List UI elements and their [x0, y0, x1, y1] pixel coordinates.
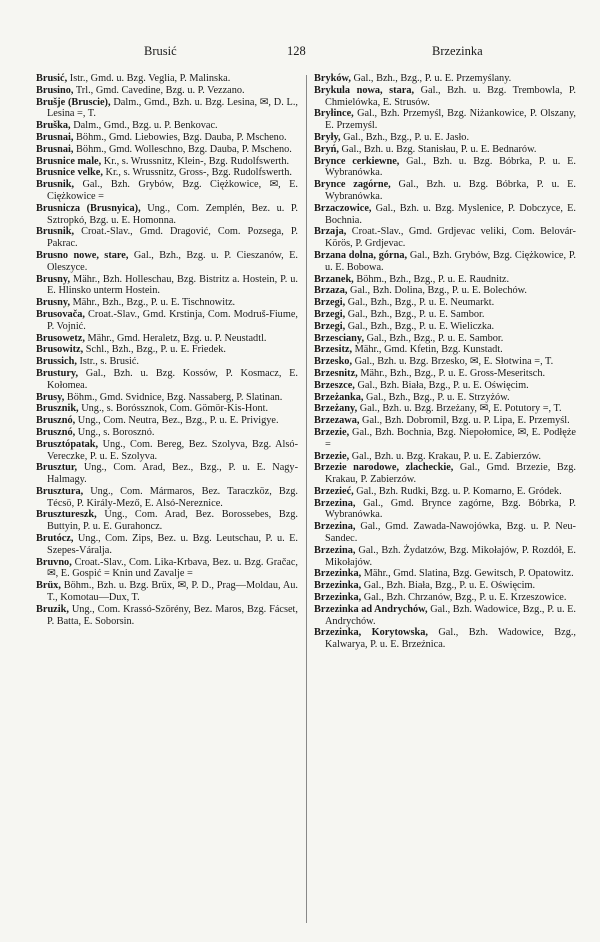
entry-text: Ung., Com. Zemplén, Bez. u. P. Sztropkó, Bzg. u. E. Homonna.	[47, 202, 299, 226]
entry-headword: Brzezinka,	[314, 592, 362, 604]
gazetteer-entry	[36, 132, 298, 144]
gazetteer-entry	[36, 344, 298, 356]
entry-text: Kr., s. Wrussnitz, Klein-, Bzg. Rudolfswerth.	[101, 155, 290, 167]
entry-text: Gal., Gmd. Zawada-Nawojówka, Bzg. u. P. Neu-Sandec.	[325, 521, 576, 545]
entry-text: Gal., Bzh., Bzg., P. u. E. Neumarkt.	[345, 297, 495, 309]
entry-text: Gal., Bzh. Przemyśl, Bzg. Niżankowice, P. Olszany, E. Przemyśl.	[325, 108, 576, 132]
entry-headword: Brusnice male,	[36, 155, 102, 167]
gazetteer-entry	[36, 392, 298, 404]
gazetteer-entry	[314, 368, 576, 380]
entry-headword: Brzezinka ad Andrychów,	[314, 603, 428, 615]
entry-text: Böhm., Gmd. Wolleschno, Bzg. Dauba, P. Mscheno.	[73, 143, 292, 155]
entry-text: Gal., Bzh. u. Bzg. Kossów, P. Kosmacz, E. Kołomea.	[47, 367, 298, 391]
entry-headword: Brusnice velke,	[36, 167, 103, 179]
entry-headword: Brusno nowe, stare,	[36, 249, 129, 261]
gazetteer-entry	[36, 557, 298, 581]
entry-headword: Brynce cerkiewne,	[314, 155, 400, 167]
running-head-left: Brusić	[144, 44, 177, 58]
entry-text: Ung., Com. Arad, Bez., Bzg., P. u. E. Nagy-Halmagy.	[47, 462, 298, 486]
gazetteer-entry	[36, 203, 298, 227]
gazetteer-entry	[36, 144, 298, 156]
gazetteer-entry	[314, 580, 576, 592]
entry-text: Gal., Bzh. u. Bzg. Trembowla, P. Chmielówka, E. Strusów.	[325, 84, 577, 108]
entry-text: Gal., Bzh. u. Bzg. Brzeżany, ✉, E. Potutory =, T.	[357, 403, 562, 415]
entry-headword: Brzezina,	[314, 497, 356, 509]
entry-headword: Brusnai,	[36, 131, 74, 143]
gazetteer-entry	[314, 486, 576, 498]
entry-headword: Brzezie,	[314, 426, 350, 438]
entry-headword: Brzeszce,	[314, 379, 355, 391]
gazetteer-entry	[36, 85, 298, 97]
gazetteer-entry	[314, 108, 576, 132]
gazetteer-entry	[314, 203, 576, 227]
entry-text: Böhm., Bzh. u. Bzg. Brüx, ✉, P. D., Prag—Moldau, Au. T., Komotau—Dux, T.	[47, 580, 298, 604]
entry-text: Ung., Com. Zips, Bez. u. Bzg. Leutschau, P. u. E. Szepes-Váralja.	[47, 533, 298, 556]
entry-text: Dalm., Gmd., Bzh. u. Bzg. Lesina, ✉, D. L., Lesina =, T.	[47, 96, 298, 120]
left-column	[36, 73, 298, 627]
entry-text: Ung., Com. Mármaros, Bez. Taraczköz, Bzg. Técsö, P. Király-Mező, E. Alsó-Nereznice.	[47, 485, 298, 509]
entry-text: Ung., s. Borosznó.	[75, 426, 155, 438]
gazetteer-entry	[36, 356, 298, 368]
entry-text: Gal., Bzh. Wadowice, Bzg., P. u. E. Andrychów.	[325, 603, 577, 627]
entry-headword: Brusy,	[36, 391, 65, 403]
gazetteer-entry	[36, 462, 298, 486]
entry-headword: Brustury,	[36, 367, 79, 379]
gazetteer-entry	[36, 250, 298, 274]
gazetteer-entry	[36, 604, 298, 628]
entry-text: Croat.-Slav., Gmd. Grdjevac veliki, Com. Belovár-Körös, P. Grdjevac.	[325, 226, 576, 250]
page-number: 128	[287, 44, 306, 58]
gazetteer-entry	[314, 604, 576, 628]
gazetteer-entry	[36, 167, 298, 179]
entry-text: Croat.-Slav., Com. Lika-Krbava, Bez. u. Bzg. Gračac, ✉, E. Gospić = Knin und Zavalje =	[47, 556, 298, 580]
entry-headword: Brzezawa,	[314, 415, 360, 427]
entry-headword: Brzezinka,	[314, 568, 362, 580]
gazetteer-entry	[36, 439, 298, 463]
entry-text: Dalm., Gmd., Bzg. u. P. Benkovac.	[70, 120, 218, 132]
entry-headword: Brusztura,	[36, 485, 84, 497]
entry-text: Gal., Bzh. Chrzanów, Bzg., P. u. E. Krzeszowice.	[361, 592, 567, 604]
entry-headword: Brzezieć,	[314, 485, 354, 497]
entry-headword: Brzezinka,	[314, 580, 362, 592]
entry-text: Croat.-Slav., Gmd. Krstinja, Com. Modruš-Fiume, P. Vojnić.	[47, 308, 298, 332]
entry-text: Croat.-Slav., Gmd. Dragović, Com. Pozsega, P. Pakrac.	[47, 226, 298, 250]
gazetteer-entry	[314, 462, 576, 486]
entry-headword: Brynce zagórne,	[314, 179, 391, 191]
entry-headword: Brusnai,	[36, 143, 74, 155]
entry-headword: Bryłince,	[314, 108, 354, 120]
gazetteer-entry	[36, 274, 298, 298]
gazetteer-entry	[314, 521, 576, 545]
entry-headword: Brusnik,	[36, 226, 75, 238]
entry-headword: Bryków,	[314, 73, 351, 84]
entry-text: Gal., Bzh. Biała, Bzg., P. u. E. Oświęcim.	[354, 379, 529, 391]
entry-text: Gal., Bzh., Bzg., P. u. E. Przemyślany.	[350, 73, 512, 84]
gazetteer-entry	[36, 156, 298, 168]
entry-text: Böhm., Gmd. Svidnice, Bzg. Nassaberg, P. Slatinan.	[64, 391, 283, 403]
entry-headword: Brzana dolna, górna,	[314, 249, 408, 261]
gazetteer-entry	[36, 297, 298, 309]
entry-text: Ung., Com. Bereg, Bez. Szolyva, Bzg. Alsó-Vereczke, P. u. E. Szolyva.	[47, 438, 298, 462]
entry-headword: Brusznó,	[36, 415, 76, 427]
entry-text: Gal., Bzh., Bzg., P. u. E. Sambor.	[345, 308, 485, 320]
entry-text: Mähr., Gmd. Slatina, Bzg. Gewitsch, P. Opatowitz.	[361, 568, 574, 580]
gazetteer-entry	[36, 403, 298, 415]
entry-text: Ung., Com. Arad, Bez. Borossebes, Bzg. Buttyin, P. u. E. Gurahoncz.	[47, 509, 298, 533]
gazetteer-entry	[314, 498, 576, 522]
gazetteer-entry	[314, 451, 576, 463]
entry-headword: Brusznik,	[36, 403, 79, 415]
entry-headword: Brzaja,	[314, 226, 347, 238]
entry-headword: Brusino,	[36, 84, 74, 96]
gazetteer-entry	[314, 156, 576, 180]
gazetteer-entry	[36, 509, 298, 533]
entry-text: Gal., Bzh., Bzg., P. u. E. Sambor.	[364, 332, 504, 344]
entry-headword: Brusnicza (Brusnyica),	[36, 202, 141, 214]
entry-headword: Brzegi,	[314, 297, 346, 309]
entry-text: Mähr., Bzh. Holleschau, Bzg. Bistritz a. Hostein, P. u. E. Hlinsko unterm Hostein.	[47, 273, 298, 297]
entry-headword: Brusztureszk,	[36, 509, 97, 521]
gazetteer-entry	[314, 179, 576, 203]
entry-headword: Brzezie narodowe, zlacheckie,	[314, 462, 454, 474]
gazetteer-entry	[314, 380, 576, 392]
entry-text: Gal., Bzh., Bzg. u. P. Cieszanów, E. Oleszyce.	[47, 249, 299, 273]
entry-headword: Brusnik,	[36, 179, 75, 191]
entry-text: Gal., Bzh. u. Bzg. Brzesko, ✉, E. Słotwina =, T.	[352, 356, 554, 368]
gazetteer-entry	[314, 392, 576, 404]
entry-text: Istr., s. Brusić.	[76, 356, 139, 368]
entry-text: Gal., Bzh., Bzg., P. u. E. Wieliczka.	[345, 320, 495, 332]
entry-headword: Brusztópatak,	[36, 438, 99, 450]
gazetteer-entry	[36, 226, 298, 250]
entry-text: Ung., Com. Krassó-Szörény, Bez. Maros, Bzg. Fácset, P. Batta, E. Soborsin.	[47, 603, 298, 627]
entry-headword: Brzesitz,	[314, 344, 353, 356]
entry-headword: Brzegi,	[314, 320, 346, 332]
entry-text: Gal., Bzh. Dobromil, Bzg. u. P. Lipa, E. Przemyśl.	[359, 415, 570, 427]
entry-text: Schl., Bzh., Bzg., P. u. E. Friedek.	[83, 344, 226, 356]
entry-text: Gal., Bzh. Biała, Bzg., P. u. E. Oświęcim.	[361, 580, 536, 592]
gazetteer-entry	[314, 132, 576, 144]
entry-text: Istr., Gmd. u. Bzg. Veglia, P. Malinska.	[67, 73, 231, 84]
entry-headword: Brzeżany,	[314, 403, 358, 415]
gazetteer-entry	[314, 344, 576, 356]
entry-headword: Bryń,	[314, 143, 339, 155]
gazetteer-columns	[36, 73, 576, 933]
gazetteer-entry	[36, 309, 298, 333]
gazetteer-entry	[36, 368, 298, 392]
gazetteer-entry	[314, 627, 576, 651]
entry-text: Mähr., Bzh., Bzg., P. u. E. Gross-Meseritsch.	[357, 367, 546, 379]
entry-headword: Brykula nowa, stara,	[314, 84, 415, 96]
entry-text: Gal., Bzh. Wadowice, Bzg., Kalwarya, P. u. E. Brzeźnica.	[325, 627, 577, 651]
gazetteer-entry	[314, 309, 576, 321]
gazetteer-entry	[36, 533, 298, 557]
entry-text: Gal., Bzh. Dolina, Bzg., P. u. E. Bolechów.	[347, 285, 527, 297]
entry-headword: Brusny,	[36, 297, 71, 309]
entry-text: Böhm., Bzh., Bzg., P. u. E. Raudnitz.	[353, 273, 510, 285]
entry-text: Gal., Bzh. Grybów, Bzg. Ciężkowice, P. u. E. Bobowa.	[325, 249, 576, 273]
gazetteer-entry	[314, 144, 576, 156]
entry-text: Gal., Bzh. Bochnia, Bzg. Niepołomice, ✉, E. Podłęże =	[325, 426, 576, 450]
entry-text: Kr., s. Wrussnitz, Gross-, Bzg. Rudolfswerth.	[102, 167, 292, 179]
gazetteer-entry	[314, 250, 576, 274]
gazetteer-entry	[36, 486, 298, 510]
entry-headword: Brutócz,	[36, 533, 74, 545]
entry-text: Ung., s. Boróssznok, Com. Gömör-Kis-Hont.	[78, 403, 269, 415]
gazetteer-entry	[314, 356, 576, 368]
entry-headword: Bruška,	[36, 120, 71, 132]
entry-text: Gal., Bzh., Bzg., P. u. E. Strzyżów.	[363, 391, 510, 403]
entry-headword: Brusić,	[36, 73, 68, 84]
entry-text: Gal., Gmd. Brzezie, Bzg. Krakau, P. Zabierzów.	[325, 462, 576, 486]
entry-headword: Brüx,	[36, 580, 61, 592]
gazetteer-entry	[36, 580, 298, 604]
entry-headword: Brusznó,	[36, 426, 76, 438]
entry-text: Gal., Bzh. u. Bzg. Stanisłau, P. u. E. Bednarów.	[338, 143, 537, 155]
gazetteer-entry	[314, 333, 576, 345]
entry-headword: Brzeżanka,	[314, 391, 364, 403]
entry-text: Gal., Bzh. Rudki, Bzg. u. P. Komarno, E. Gródek.	[353, 485, 562, 497]
entry-headword: Brušje (Bruscie),	[36, 96, 111, 108]
entry-headword: Brzesnitz,	[314, 367, 358, 379]
entry-headword: Brussich,	[36, 356, 77, 368]
entry-text: Gal., Bzh. u. Bzg. Bóbrka, P. u. E. Wybranówka.	[325, 179, 576, 202]
entry-headword: Brzaza,	[314, 285, 348, 297]
entry-text: Ung., Com. Neutra, Bez., Bzg., P. u. E. Privigye.	[75, 415, 279, 427]
gazetteer-entry	[314, 427, 576, 451]
entry-headword: Brzesciany,	[314, 332, 365, 344]
gazetteer-entry	[314, 545, 576, 569]
entry-headword: Brzesko,	[314, 356, 353, 368]
entry-text: Gal., Gmd. Brynce zagórne, Bzg. Bóbrka, P. Wybranówka.	[325, 497, 576, 521]
gazetteer-entry	[314, 73, 576, 85]
entry-headword: Brusowitz,	[36, 344, 84, 356]
gazetteer-entry	[314, 274, 576, 286]
entry-text: Böhm., Gmd. Liebowies, Bzg. Dauba, P. Mscheno.	[73, 131, 287, 143]
entry-text: Gal., Bzh. Grybów, Bzg. Ciężkowice, ✉, E. Ciężkowice =	[47, 179, 298, 202]
page-header	[40, 44, 570, 64]
gazetteer-entry	[36, 415, 298, 427]
gazetteer-entry	[314, 226, 576, 250]
entry-headword: Brusny,	[36, 273, 71, 285]
entry-headword: Brzezina,	[314, 521, 356, 533]
entry-headword: Brusowetz,	[36, 332, 85, 344]
entry-headword: Bryły,	[314, 131, 341, 143]
gazetteer-entry	[314, 415, 576, 427]
entry-text: Mähr., Gmd. Heraletz, Bzg. u. P. Neustadtl.	[84, 332, 267, 344]
entry-headword: Bruvno,	[36, 556, 72, 568]
gazetteer-entry	[314, 403, 576, 415]
gazetteer-entry	[314, 85, 576, 109]
gazetteer-entry	[36, 179, 298, 203]
gazetteer-entry	[314, 592, 576, 604]
gazetteer-entry	[36, 73, 298, 85]
gazetteer-entry	[314, 285, 576, 297]
entry-text: Gal., Bzh. u. Bzg. Krakau, P. u. E. Zabierzów.	[349, 450, 541, 462]
entry-headword: Brzegi,	[314, 308, 346, 320]
entry-text: Gal., Bzh., Bzg., P. u. E. Jasło.	[340, 131, 470, 143]
entry-headword: Brzaczowice,	[314, 202, 372, 214]
entry-text: Mähr., Bzh., Bzg., P. u. E. Tischnowitz.	[70, 297, 236, 309]
entry-text: Gal., Bzh. u. Bzg. Myslenice, P. Dobczyce, E. Bochnia.	[325, 202, 576, 226]
entry-headword: Brzezie,	[314, 450, 350, 462]
gazetteer-entry	[314, 568, 576, 580]
right-column	[314, 73, 576, 651]
column-divider	[306, 75, 307, 923]
gazetteer-entry	[36, 427, 298, 439]
running-head-right: Brzezinka	[432, 44, 483, 58]
entry-text: Gal., Bzh. u. Bzg. Bóbrka, P. u. E. Wybranówka.	[325, 155, 576, 179]
entry-text: Gal., Bzh. Żydatzów, Bzg. Mikołajów, P. Rozdół, E. Mikołajów.	[325, 544, 576, 568]
entry-headword: Brzanek,	[314, 273, 354, 285]
gazetteer-entry	[314, 321, 576, 333]
gazetteer-entry	[314, 297, 576, 309]
gazetteer-entry	[36, 120, 298, 132]
entry-text: Mähr., Gmd. Kfetin, Bzg. Kunstadt.	[352, 344, 503, 356]
entry-headword: Brzezinka, Korytowska,	[314, 627, 428, 639]
entry-headword: Brusovača,	[36, 308, 85, 320]
entry-text: Trl., Gmd. Cavedine, Bzg. u. P. Vezzano.	[73, 84, 245, 96]
gazetteer-entry	[36, 333, 298, 345]
entry-headword: Bruzik,	[36, 603, 69, 615]
entry-headword: Brzezina,	[314, 544, 356, 556]
gazetteer-entry	[36, 97, 298, 121]
entry-headword: Brusztur,	[36, 462, 78, 474]
